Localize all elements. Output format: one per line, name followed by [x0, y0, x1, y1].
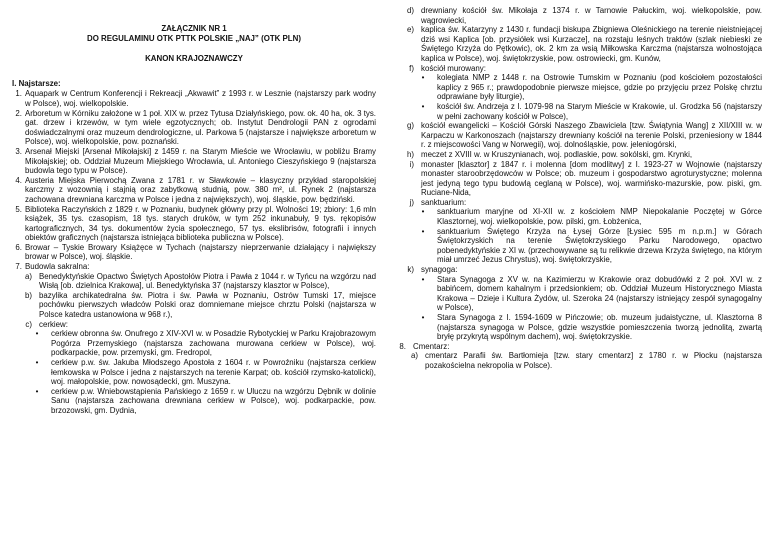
- item-letter: k): [407, 265, 414, 275]
- list-item: [398, 342, 762, 352]
- bullet-item: [398, 207, 762, 226]
- attachment-title: ZAŁĄCZNIK NR 1: [161, 24, 227, 33]
- item-text: drewniany kościół św. Mikołaja z 1374 r. w Tarnowie Pałuckim, woj. wielkopolskie, pow. wągrowiecki,: [421, 6, 762, 25]
- item-number: 5.: [15, 204, 22, 214]
- bullet-item: [398, 313, 762, 342]
- item-text: Stara Synagoga z I. 1594-1609 w Pińczowie; ob. muzeum judaistyczne, ul. Klasztorna 8 (najstarsza synagoga w Polsce, gdzie wszystkie pomieszczenia tworzą jednolitą, zwartą bryłę przykrytą wspólnym dachem), woj. świętokrzyskie.: [437, 313, 762, 342]
- list-item: [12, 205, 376, 243]
- item-text: kościół ewangelicki – Kościół Górski Naszego Zbawiciela [tzw. Świątynia Wang] z XII/XIII w. w Karpaczu w Karkonoszach (najstarszy drewniany kościół na terenie Polski, przeniesiony w 1844 r. z miejscowości Vang w Norwegii), woj. dolnośląskie, pow. jeleniogórski,: [421, 121, 762, 150]
- regulation-title: DO REGULAMINU OTK PTTK POLSKIE „NAJ” (OTK PLN): [87, 33, 301, 43]
- bullet-icon: •: [421, 313, 425, 322]
- bullet-item: [12, 358, 376, 387]
- sub-list-item: [398, 351, 762, 370]
- sub-list-item: [398, 265, 762, 275]
- item-letter: g): [406, 121, 414, 131]
- sub-list-item: [12, 272, 376, 291]
- bullet-icon: •: [35, 358, 39, 367]
- item-letter: a): [410, 351, 418, 361]
- item-number: 3.: [15, 146, 22, 156]
- list-item: [12, 89, 376, 108]
- item-letter: b): [24, 290, 32, 300]
- item-text: Biblioteka Raczyńskich z 1829 r. w Poznaniu, budynek główny przy pl. Wolności 19; zbiory: 1,6 mln książek, 35 tys. czasopism, 18 tys. starych druków, w tym 252 inkunabuły, 9 tys. rękopisów kartograficznych, 34 tys. dokumentów życia społecznego, 57 tys. ekslibrisów, fotografii i innych obiektów graficznych (najstarsza istniejąca biblioteka publiczna w Polsce).: [25, 204, 376, 243]
- list-item: [12, 176, 376, 205]
- item-text: Arsenał Miejski [Arsenał Mikołajski] z 1459 r. na Starym Mieście we Wrocławiu, w pobliżu Bramy Mikołajskiej; ob. Oddział Muzeum Miejskiego Wrocławia, ul. Antoniego Cieszyńskiego 9 (najstarsza budowla tego typu w Polsce).: [25, 146, 376, 176]
- item-letter: d): [406, 6, 414, 15]
- item-letter: a): [24, 271, 32, 281]
- item-text: kaplica św. Katarzyny z 1430 r. fundacji biskupa Zbigniewa Oleśnickiego na terenie nieistniejącej dziś wsi Kaplica [ob. przysiółek wsi Kurzacze], na rozstaju leśnych traktów (szlak niebieski ze Świętego Krzyża do Pętkowic), ok. 2 km za wsią Miłkowska Karczma (najstarsza wolnostojąca kaplica w Polsce), woj. świętokrzyskie, pow. ostrowiecki, gm. Kunów,: [421, 25, 762, 63]
- item-text: kościół murowany:: [421, 63, 486, 73]
- item-text: Aquapark w Centrum Konferencji i Rekreacji „Akwawit” z 1993 r. w Lesznie (najstarszy park wodny w Polsce), woj. wielkopolskie.: [25, 89, 376, 108]
- right-column: [398, 0, 762, 371]
- item-text: Budowla sakralna:: [25, 262, 90, 272]
- canon-subtitle: KANON KRAJOZNAWCZY: [145, 54, 243, 64]
- bullet-icon: •: [421, 226, 425, 236]
- item-number: 7.: [15, 262, 22, 272]
- document-header: [12, 24, 376, 64]
- bullet-icon: •: [35, 386, 39, 396]
- sub-list-item: [12, 291, 376, 320]
- sub-list-item: [12, 320, 376, 330]
- item-letter: e): [406, 25, 414, 35]
- item-number: 2.: [15, 108, 22, 118]
- item-text: cerkiew:: [39, 319, 68, 329]
- bullet-item: [398, 102, 762, 121]
- item-text: meczet z XVIII w. w Kruszynianach, woj. podlaskie, pow. sokólski, gm. Krynki,: [421, 149, 693, 159]
- list-item: [12, 243, 376, 262]
- bullet-item: [12, 387, 376, 416]
- item-text: bazylika archikatedralna św. Piotra i św. Pawła w Poznaniu, Ostrów Tumski 17, miejsce pochówku pierwszych władców Polski oraz domniemane miejsce chrztu Polski (najstarsza w Polsce katedra ustanowiona w 968 r.),: [39, 290, 376, 320]
- sub-list-item: [398, 198, 762, 208]
- item-text: Arboretum w Kórniku założone w 1 poł. XIX w. przez Tytusa Działyńskiego, pow. ok. 40 ha, ok. 3 tys. gat. drzew i krzewów, w tym wiele egzotycznych; ob. Instytut Dendrologii PAN z ogrodami doświadczalnymi oraz muzeum dendrologiczne, ul. Parkowa 5 (najstarsze i największe arboretum w Polsce), woj. wielkopolskie, pow. poznański.: [25, 108, 376, 147]
- item-text: monaster [klasztor] z 1847 r. i molenna [dom modlitwy] z I. 1923-27 w Wojnowie (najstarszy monaster staroobrzędowców w Polsce; ob. muzeum i gospodarstwo agroturystyczne; molenna jest jedyną tego typu budowlą ceglaną w Polsce), woj. warmińsko-mazurskie, pow. piski, gm. Ruciane-Nida,: [421, 159, 762, 198]
- sub-list-item: [398, 64, 762, 74]
- item-text: Browar – Tyskie Browary Książęce w Tychach (najstarszy nieprzerwanie działający i największy browar w Polsce), woj. śląskie.: [25, 242, 376, 262]
- item-text: kolegiata NMP z 1448 r. na Ostrowie Tumskim w Poznaniu (pod kościołem pozostałości kaplicy z 965 r.; prawdopodobnie pierwsze miejsce, gdzie po przyjęciu przez Polskę chrztu odprawiane były liturgie),: [437, 73, 762, 102]
- bullet-icon: •: [35, 329, 39, 339]
- item-text: sanktuarium maryjne od XI-XII w. z kościołem NMP Niepokalanie Poczętej w Górce Klasztornej, woj. wielkopolskie, pow. pilski, gm. Łobżenica,: [437, 207, 762, 227]
- item-text: sanktuarium:: [421, 197, 467, 207]
- item-text: Austeria Miejska Pierwochą Zwana z 1781 r. w Sławkowie – klasyczny przykład staropolskiej karczmy z wozownią i stajnią oraz zabytkową studnią, pow. 380 m², ul. Rynek 2 (najstarsza zachowana drewniana karczma w Polsce i jedna z największych), woj. śląskie, pow. będziński.: [25, 175, 376, 204]
- item-text: cerkiew obronna św. Onufrego z XIV-XVI w. w Posadzie Rybotyckiej w Parku Krajobrazowym Pogórza Przemyskiego (najstarsza zachowana murowana cerkiew w Polsce), woj. podkarpackie, pow. przemyski, gm. Fredropol,: [51, 329, 376, 358]
- bullet-icon: •: [421, 274, 425, 284]
- bullet-item: [398, 227, 762, 265]
- item-letter: j): [409, 197, 414, 207]
- item-number: 8.: [399, 341, 406, 351]
- bullet-icon: •: [421, 207, 425, 217]
- sub-list-item: [398, 121, 762, 150]
- item-text: kościół św. Andrzeja z I. 1079-98 na Starym Mieście w Krakowie, ul. Grodzka 56 (najstarszy w pełni zachowany kościół w Polsce),: [437, 101, 762, 121]
- item-text: sanktuarium Świętego Krzyża na Łysej Górze [Łysiec 595 m n.p.m.] w Górach Świętokrzyskich na terenie Świętokrzyskiego Parku Narodowego, opactwo pobenedyktyńskie z XI w. (przechowywane są tu relikwie drzewa Krzyża świętego, na którym miał umrzeć Jezus Chrystus), woj. świętokrzyskie,: [437, 226, 762, 265]
- bullet-item: [12, 329, 376, 358]
- sub-list-item: [398, 6, 762, 25]
- item-text: cerkiew p.w. Wniebowstąpienia Pańskiego z 1659 r. w Uluczu na wzgórzu Dębnik w dolinie Sanu (najstarsza zachowana drewniana cerkiew w Polsce), woj. podkarpackie, pow. brzozowski, gm. Dydnia,: [51, 386, 376, 415]
- item-text: Benedyktyńskie Opactwo Świętych Apostołów Piotra i Pawła z 1044 r. w Tyńcu na wzgórzu nad Wisłą [ob. dzielnica Krakowa], ul. Benedyktyńska 37 (najstarszy klasztor w Polsce),: [39, 271, 376, 291]
- item-letter: f): [409, 63, 414, 73]
- list-item: [12, 147, 376, 176]
- item-letter: c): [25, 319, 32, 329]
- item-letter: i): [409, 159, 414, 169]
- sub-list-item: [398, 160, 762, 198]
- sub-list-item: [398, 25, 762, 63]
- bullet-icon: •: [421, 101, 425, 111]
- left-column: [12, 0, 376, 416]
- bullet-item: [398, 73, 762, 102]
- section-heading-oldest: I. Najstarsze:: [12, 78, 61, 88]
- list-item: [12, 109, 376, 147]
- list-item: [12, 262, 376, 272]
- item-text: Stara Synagoga z XV w. na Kazimierzu w Krakowie oraz dobudówki z 2 poł. XVI w. z babińcem, domem kahalnym i przedsionkiem; ob. Oddział Muzeum Historycznego Miasta Krakowa – Dzieje i Kultura Żydów, ul. Szeroka 24 (najstarszy istniejący zespół synagogalny w Polsce),: [437, 274, 762, 313]
- bullet-icon: •: [421, 73, 425, 83]
- item-number: 1.: [15, 89, 22, 99]
- bullet-item: [398, 275, 762, 313]
- sub-list-item: [398, 150, 762, 160]
- item-number: 6.: [15, 242, 22, 252]
- item-number: 4.: [15, 175, 22, 185]
- item-text: synagoga:: [421, 265, 458, 275]
- item-letter: h): [406, 149, 414, 159]
- item-text: cmentarz Parafii św. Bartłomieja [tzw. stary cmentarz] z 1780 r. w Płocku (najstarsza pozakościelna nekropolia w Polsce).: [425, 351, 762, 370]
- item-text: cerkiew p.w. św. Jakuba Młodszego Apostoła z 1604 r. w Powroźniku (najstarsza cerkiew łemkowska w Polsce i jedna z najstarszych na terenie Karpat; ob. kościół rzymsko-katolicki), woj. małopolskie, pow. nowosądecki, gm. Muszyna.: [51, 358, 376, 387]
- item-text: Cmentarz:: [413, 341, 450, 351]
